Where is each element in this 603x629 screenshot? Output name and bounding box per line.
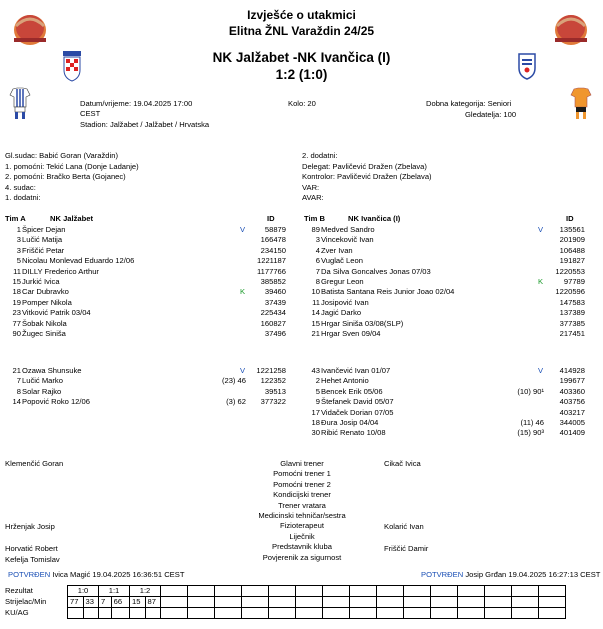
player-id: 403217 (559, 407, 585, 417)
player-number: 14 (12, 397, 21, 407)
team-b-id-header: ID (566, 214, 574, 223)
staff-role-label: Predstavnik kluba (272, 542, 332, 552)
score-cell: 1:1 (99, 586, 130, 597)
staff-role-label: Trener vratara (278, 500, 326, 510)
player-number: 77 (12, 318, 21, 328)
player-number: 2 (315, 376, 320, 386)
player-number: 17 (311, 407, 320, 417)
goalkeeper-marker: V (538, 225, 544, 234)
player-row (0, 299, 603, 309)
results-table (5, 585, 566, 619)
player-name: Vitković Patrik 03/04 (22, 308, 91, 318)
player-number: 21 (311, 329, 320, 338)
player-number: 1 (16, 225, 21, 234)
player-name: Nicolau Monlevad Eduardo 12/06 (22, 256, 135, 266)
player-row (0, 257, 603, 267)
player-id: 344005 (559, 418, 585, 427)
ku-ag-row-label: KU/AG (5, 607, 29, 617)
player-name: Vincekovič Ivan (321, 235, 374, 245)
staff-role-label: Medicinski tehničar/sestra (258, 511, 346, 520)
player-row (0, 398, 603, 408)
player-name: Đura Josip 04/04 (321, 418, 379, 427)
player-name: Ivančević Ivan 01/07 (321, 366, 391, 375)
player-id: 191827 (559, 256, 585, 266)
player-number: 18 (311, 418, 320, 427)
player-id: 160827 (260, 318, 286, 328)
player-number: 43 (311, 366, 320, 375)
player-row (0, 320, 603, 330)
player-name: Batista Santana Reis Junior Joao 02/04 (321, 287, 455, 297)
player-number: 3 (315, 235, 320, 245)
player-name: Hehet Antonio (321, 376, 369, 386)
team-b-head-coach: Cikač Ivica (384, 459, 421, 468)
player-name: Ribić Renato 10/08 (321, 428, 386, 438)
player-name: Hrgar Siniša 03/08(SLP) (321, 318, 404, 328)
staff-role-label: Pomoćni trener 2 (273, 479, 331, 489)
player-number: 30 (311, 428, 320, 438)
scorer-cell: 66 (111, 597, 129, 608)
player-name: Vuglač Leon (321, 256, 363, 266)
staff-role-label: Liječnik (289, 531, 315, 541)
player-id: 377322 (260, 397, 286, 407)
captain-marker: K (240, 287, 246, 297)
substitution-info: (3) 62 (226, 397, 246, 407)
team-a-id-header: ID (267, 214, 275, 223)
player-id: 234150 (260, 245, 286, 255)
player-row (0, 377, 603, 387)
player-name: Friščić Petar (22, 245, 65, 255)
goalkeeper-marker: V (240, 225, 246, 234)
substitution-info: (10) 90¹ (517, 386, 544, 396)
match-timezone: CEST (80, 109, 101, 118)
player-number: 90 (12, 329, 21, 338)
player-row (0, 236, 603, 246)
player-id: 225434 (260, 308, 286, 318)
team-b-label: Tim B (304, 214, 325, 223)
team-b-physio: Kolarić Ivan (384, 522, 424, 531)
player-name: Pomper Nikola (22, 297, 72, 307)
team-a-crest-icon (62, 50, 82, 82)
player-name: DILLY Frederico Arthur (22, 266, 99, 276)
team-b-representative: Friščić Damir (384, 544, 429, 553)
team-a-kit-icon (9, 87, 31, 121)
player-number: 5 (16, 256, 21, 266)
staff-role-label: Pomoćni trener 1 (273, 469, 331, 479)
player-id: 166478 (260, 235, 286, 245)
player-id: 147583 (559, 297, 585, 307)
player-id: 199677 (559, 376, 585, 386)
player-id: 1221187 (257, 256, 286, 266)
scorer-cell: 87 (145, 597, 161, 608)
player-id: 97789 (563, 277, 585, 286)
player-name: Lučić Marko (22, 376, 63, 386)
player-number: 15 (311, 318, 320, 328)
player-name: Hrgar Sven 09/04 (321, 329, 381, 338)
player-number: 7 (315, 266, 320, 276)
player-number: 10 (311, 287, 320, 297)
scorer-cell: 77 (68, 597, 84, 608)
official-entry: 2. pomoćni: Bračko Berta (Gojanec) (5, 172, 126, 181)
results-row-label: Rezultat (5, 585, 33, 595)
player-name: Jurkić Ivica (22, 277, 60, 286)
team-a-representative: Horvatić Robert (5, 544, 58, 553)
player-row (0, 429, 603, 439)
player-number: 6 (315, 256, 320, 266)
captain-marker: K (538, 277, 544, 286)
score-cell: 1:2 (130, 586, 161, 597)
player-row (0, 367, 603, 377)
player-row (0, 278, 603, 288)
player-name: Jagić Darko (321, 308, 362, 318)
player-id: 122352 (260, 376, 286, 386)
player-id: 385852 (260, 277, 286, 286)
player-id: 39513 (264, 386, 286, 396)
team-a-physio: Hrženjak Josip (5, 522, 55, 531)
player-name: Štefanek David 05/07 (321, 397, 394, 407)
player-row (0, 388, 603, 398)
substitution-info: (11) 46 (520, 418, 544, 427)
player-number: 8 (16, 386, 21, 396)
player-row (0, 409, 603, 419)
player-id: 377385 (559, 318, 585, 328)
staff-role-label: Povjerenik za sigurnost (262, 552, 342, 562)
player-id: 1221258 (256, 366, 286, 375)
scorer-cell: 33 (83, 597, 99, 608)
official-entry: Gl.sudac: Babić Goran (Varaždin) (5, 151, 118, 160)
player-name: Špicer Dejan (22, 225, 66, 234)
player-name: Gregur Leon (321, 277, 364, 286)
team-b-kit-icon (570, 87, 592, 121)
team-b-crest-icon (517, 52, 537, 80)
player-id: 201909 (559, 235, 585, 245)
player-row (0, 309, 603, 319)
player-row (0, 288, 603, 298)
player-number: 8 (315, 277, 320, 286)
score-cell: 1:0 (68, 586, 99, 597)
player-number: 3 (16, 235, 21, 245)
team-b-name: NK Ivančica (I) (348, 214, 401, 223)
age-category: Dobna kategorija: Seniori (426, 99, 512, 108)
player-name: Šobak Nikola (22, 318, 67, 328)
report-title: Izvješće o utakmici (247, 8, 356, 22)
substitution-info: (15) 90³ (517, 428, 544, 438)
player-row (0, 330, 603, 340)
player-id: 137389 (559, 308, 585, 318)
player-id: 39460 (264, 287, 286, 297)
player-id: 217451 (559, 329, 585, 338)
player-row (0, 268, 603, 278)
player-row (0, 247, 603, 257)
competition-title: Elitna ŽNL Varaždin 24/25 (228, 24, 375, 38)
staff-role-label: Fizioterapeut (280, 521, 324, 531)
scorer-row-label: Strijelac/Min (5, 596, 47, 606)
official-entry: AVAR: (302, 193, 324, 202)
player-number: 18 (12, 287, 21, 297)
player-number: 9 (315, 397, 320, 407)
staff-role-label: Kondicijski trener (273, 490, 331, 500)
player-name: Popović Roko 12/06 (22, 397, 90, 407)
player-name: Žugec Siniša (22, 329, 66, 338)
match-datetime: Datum/vrijeme: 19.04.2025 17:00 (80, 99, 193, 108)
match-score: 1:2 (1:0) (275, 67, 328, 82)
team-a-label: Tim A (5, 214, 26, 223)
player-id: 414928 (559, 366, 585, 375)
match-stadium: Stadion: Jalžabet / Jalžabet / Hrvatska (80, 120, 210, 129)
player-number: 11 (13, 266, 21, 276)
team-b-confirmation: POTVRĐEN Josip Grđan 19.04.2025 16:27:13 CEST (421, 570, 601, 579)
player-number: 23 (12, 308, 21, 318)
player-id: 1220596 (555, 287, 585, 297)
player-number: 3 (16, 245, 21, 255)
player-number: 15 (12, 277, 21, 286)
player-name: Medved Sandro (321, 225, 375, 234)
player-number: 14 (311, 308, 320, 318)
official-entry: 2. dodatni: (302, 151, 338, 160)
match-title: NK Jalžabet -NK Ivančica (I) (212, 50, 391, 65)
player-number: 89 (311, 225, 320, 234)
player-name: Josipović Ivan (321, 297, 369, 307)
official-entry: 1. dodatni: (5, 193, 41, 202)
player-id: 135561 (559, 225, 585, 234)
player-name: Car Dubravko (22, 287, 69, 297)
player-id: 1220553 (555, 266, 585, 276)
official-entry: VAR: (302, 182, 320, 192)
player-name: Solar Rajko (22, 386, 62, 396)
player-number: 5 (315, 386, 320, 396)
player-id: 403756 (559, 397, 585, 407)
player-name: Bencek Erik 05/06 (321, 386, 383, 396)
player-id: 1177766 (257, 266, 286, 276)
player-name: Ozawa Shunsuke (22, 366, 82, 375)
team-a-confirmation: POTVRĐEN Ivica Magić 19.04.2025 16:36:51 CEST (8, 570, 185, 579)
player-number: 19 (12, 297, 21, 307)
player-row (0, 419, 603, 429)
player-number: 21 (12, 366, 21, 375)
player-id: 401409 (559, 428, 585, 438)
spectators: Gledatelja: 100 (465, 110, 517, 119)
federation-logo-left (6, 4, 54, 48)
player-name: Zver Ivan (321, 245, 353, 255)
player-name: Vidaček Dorian 07/05 (321, 407, 394, 417)
scorer-cell: 15 (130, 597, 146, 608)
scorer-cell: 7 (99, 597, 112, 608)
substitution-info: (23) 46 (221, 376, 246, 386)
match-round: Kolo: 20 (288, 99, 316, 108)
goalkeeper-marker: V (240, 366, 246, 375)
player-id: 37439 (264, 297, 286, 307)
player-name: Lučić Matija (22, 235, 63, 245)
player-id: 403360 (559, 386, 585, 396)
player-id: 106488 (559, 245, 585, 255)
team-a-name: NK Jalžabet (50, 214, 94, 223)
federation-logo-right (547, 4, 595, 48)
player-number: 11 (312, 297, 320, 307)
team-a-head-coach: Klemenčić Goran (5, 459, 64, 468)
official-entry: Delegat: Pavličević Dražen (Zbelava) (302, 161, 427, 171)
player-number: 4 (315, 245, 320, 255)
staff-role-label: Glavni trener (280, 459, 324, 468)
official-entry: 1. pomoćni: Tekić Lana (Donje Ladanje) (5, 161, 139, 171)
player-id: 37496 (264, 329, 286, 338)
official-entry: Kontrolor: Pavličević Dražen (Zbelava) (302, 172, 432, 181)
official-entry: 4. sudac: (5, 182, 36, 192)
player-number: 7 (16, 376, 21, 386)
player-name: Da Silva Goncalves Jonas 07/03 (321, 266, 431, 276)
player-row (0, 226, 603, 236)
goalkeeper-marker: V (538, 366, 544, 375)
team-a-security: Kefelja Tomislav (5, 555, 60, 564)
player-id: 58879 (264, 225, 286, 234)
